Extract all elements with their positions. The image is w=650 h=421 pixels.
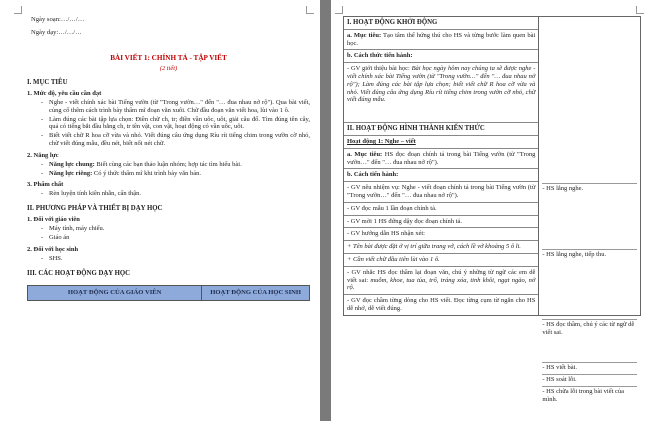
list-item: - Máy tính, máy chiếu. — [41, 225, 310, 233]
date-prepared: Ngày soạn:…/…/… — [31, 16, 85, 23]
student-note: - HS đọc thầm, chú ý các từ ngữ dễ viết sai. — [542, 319, 637, 337]
list-item-label: Năng lực riêng: — [49, 169, 93, 177]
goal-label: a. Mục tiêu: — [347, 31, 382, 39]
list-item: - Nghe - viết chính xác bài Tiếng vườn (từ "Trong vườn…" đến "… đua nhau nở rộ"). Qua bài viết, củng cố thêm cách trình bày thẩm mĩ đoạn văn xuôi. Chữ đầu đoạn văn viết hoa, lùi vào 1 ô. — [41, 99, 310, 115]
list-item-label: Năng lực chung: — [49, 160, 95, 168]
teacher-step-note: + Cần viết chữ đầu tiên lùi vào 1 ô. — [344, 254, 538, 267]
subheading-teacher: 1. Đối với giáo viên — [27, 216, 80, 224]
teacher-step — [344, 267, 538, 295]
list-item-text: Có ý thức thẩm mĩ khi trình bày văn bản. — [92, 169, 202, 177]
table-header-student: HOẠT ĐỘNG CỦA HỌC SINH — [202, 285, 310, 300]
list-item: - Biết viết chữ R hoa cỡ vừa và nhỏ. Viết đúng câu ứng dụng Ríu rít tiếng chim trong vườn cỡ nhỏ, chữ viết đúng mẫu, đều nét, biết nối nét chữ. — [41, 132, 310, 148]
requirements-list — [41, 99, 310, 148]
goal-text: Tạo tâm thế hứng thú cho HS và từng bước làm quen bài học. — [347, 31, 536, 47]
section-heading-objectives: I. MỤC TIÊU — [27, 79, 68, 86]
subheading-competencies: 2. Năng lực — [27, 151, 59, 159]
step-text-italic: Bài học ngày hôm nay chúng ta sẽ được nghe - viết chính xác bài Tiếng vườn (từ "Trong vườn…" đến "… đua nhau nở rộ"); Làm đúng các bài tập lựa chọn; biết viết chữ R hoa cỡ vừa và nhỏ. Viết đúng câu ứng dụng Ríu rít tiếng chim trong vườn cỡ nhỏ, chữ viết đúng mẫu. — [347, 65, 536, 104]
subheading-qualities: 3. Phẩm chất — [27, 181, 64, 189]
teacher-step: - GV đọc chầm từng dòng cho HS viết. Đọc từng cụm từ ngắn cho HS dễ nhớ, dễ viết đúng. — [347, 297, 536, 312]
page-corner-mark — [14, 6, 22, 14]
student-note: - HS chữa lỗi trong bài viết của mình. — [542, 386, 637, 404]
document-page-right — [331, 0, 650, 421]
student-note: - HS lắng nghe. — [542, 183, 637, 193]
activity-goal — [344, 149, 538, 170]
activity-heading: I. HOẠT ĐỘNG KHỞI ĐỘNG — [344, 17, 538, 30]
method-heading: b. Cách thức tiến hành: — [344, 50, 538, 63]
student-note: - HS soát lỗi. — [542, 374, 637, 384]
list-item — [41, 161, 310, 169]
teacher-step: - GV mời 1 HS đứng dậy đọc đoạn chính tả. — [344, 216, 538, 229]
table-header-teacher: HOẠT ĐỘNG CỦA GIÁO VIÊN — [28, 285, 202, 300]
teacher-step: - GV hướng dẫn HS nhận xét: — [344, 228, 538, 241]
page-corner-mark — [335, 6, 343, 14]
step-text: - GV giới thiệu bài học: — [347, 65, 412, 73]
section-heading-activities: III. CÁC HOẠT ĐỘNG DẠY HỌC — [27, 269, 131, 277]
student-materials-list — [41, 255, 310, 263]
goal-label: a. Mục tiêu: — [347, 150, 383, 158]
student-note: - HS viết bài. — [542, 362, 637, 372]
list-item: - SHS. — [41, 255, 310, 263]
teacher-step: - GV đọc mẫu 1 lần đoạn chính tả. — [344, 203, 538, 216]
lesson-title: BÀI VIẾT 1: CHÍNH TẢ - TẬP VIẾT — [110, 54, 227, 62]
list-item-text: Biết cùng các bạn thảo luận nhóm; hợp tác tìm hiểu bài. — [94, 160, 242, 168]
activities-table-header — [27, 285, 310, 301]
teacher-materials-list — [41, 225, 310, 242]
page-corner-mark — [636, 6, 644, 14]
activity-subheading: Hoạt động 1: Nghe – viết — [344, 136, 538, 149]
teacher-step — [344, 63, 538, 123]
step-text: - GV nhắc HS đọc thầm lại đoạn văn, chú ý những từ ngữ các em dễ viết sai: — [347, 268, 536, 284]
lesson-duration: (2 tiết) — [159, 65, 178, 72]
teacher-step-note: + Tên bài được đặt ở vị trí giữa trang vở, cách lề vở khoảng 5 ô li. — [344, 241, 538, 254]
section-heading-methods: II. PHƯƠNG PHÁP VÀ THIẾT BỊ DẠY HỌC — [27, 205, 163, 213]
qualities-list — [41, 190, 310, 198]
student-note: - HS lắng nghe, tiếp thu. — [542, 249, 637, 259]
subheading-student: 2. Đối với học sinh — [27, 245, 79, 253]
list-item: - Giáo án — [41, 234, 310, 242]
activity-heading: II. HOẠT ĐỘNG HÌNH THÀNH KIẾN THỨC — [344, 123, 538, 136]
teacher-activity-column — [344, 17, 539, 316]
list-item: - Rèn luyện tính kiên nhẫn, cẩn thận. — [41, 190, 310, 198]
activity-goal — [344, 30, 538, 51]
subheading-requirements: 1. Mức độ, yêu cầu cần đạt — [27, 90, 102, 97]
page-corner-mark — [306, 6, 314, 14]
student-activity-column — [539, 17, 641, 403]
activities-table — [343, 16, 641, 403]
goal-text: HS đọc đoạn chính tả trong bài Tiếng vườn (từ "Trong vườn…" đến "… đua nhau nở rộ"). — [347, 150, 536, 166]
date-taught: Ngày dạy:…/…/… — [31, 29, 82, 36]
list-item: - Làm đúng các bài tập lựa chọn: Điền chữ ch, tr; điền vần uôc, uôt, giải câu đố. Tìm đúng tên cây, quả có tiếng bắt đầu bằng ch, tr tên vật, con vật, hoạt động có vần uôc, uôt. — [41, 116, 310, 132]
competencies-list — [41, 161, 310, 178]
step-text-italic: muỗm, khoe, tua tủa, trổ, tráng xóa, tinh khôi, ngạt ngào, nở rộ. — [347, 276, 536, 292]
method-heading: b. Cách tiến hành: — [344, 169, 538, 182]
list-item — [41, 170, 310, 178]
teacher-step: - GV nêu nhiệm vụ: Nghe - viết đoạn chính tả trong bài Tiếng vườn (từ "Trong vườn…" đến "… đua nhau nở rộ"). — [344, 182, 538, 203]
document-page-left — [0, 0, 320, 421]
